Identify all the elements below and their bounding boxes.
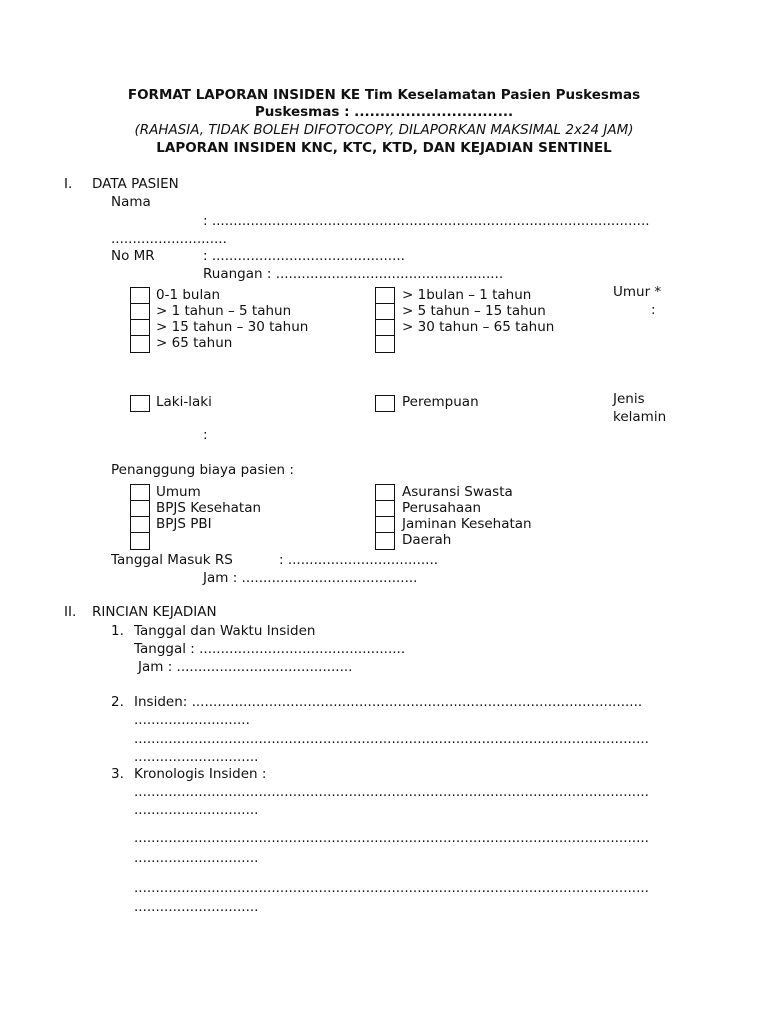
item-2-number: 2.	[111, 694, 124, 710]
kronologis-field[interactable]: .............................	[134, 899, 259, 915]
gender-checkbox-female[interactable]	[375, 395, 395, 412]
gender-checkbox-male[interactable]	[130, 395, 150, 412]
age-option: > 15 tahun – 30 tahun	[156, 319, 309, 335]
jenis-kelamin-label-continued: kelamin	[613, 409, 667, 425]
insiden-field-continued[interactable]: .............................	[134, 749, 259, 765]
nomr-field[interactable]: : .............................................	[203, 248, 405, 264]
age-checkbox[interactable]	[131, 288, 149, 304]
umur-colon: :	[651, 302, 656, 318]
biaya-option: Umum	[156, 484, 201, 500]
biaya-checkbox[interactable]	[131, 517, 149, 533]
nama-field[interactable]: : ......................................................................................................	[203, 213, 650, 229]
age-option: > 5 tahun – 15 tahun	[402, 303, 546, 319]
section-1-heading: DATA PASIEN	[92, 176, 179, 192]
insiden-field-continued[interactable]: ...........................	[134, 712, 250, 728]
biaya-option: Perusahaan	[402, 500, 482, 516]
nomr-label: No MR	[111, 248, 155, 264]
nama-label: Nama	[111, 194, 151, 210]
gender-option-male: Laki-laki	[156, 394, 212, 410]
biaya-checkbox[interactable]	[131, 501, 149, 517]
confidential-note: (RAHASIA, TIDAK BOLEH DIFOTOCOPY, DILAPORKAN MAKSIMAL 2x24 JAM)	[134, 122, 634, 138]
insiden-field[interactable]: Insiden: .........................................................................................................	[134, 694, 643, 710]
jenis-kelamin-colon: :	[203, 427, 208, 443]
biaya-checkbox[interactable]	[131, 533, 149, 549]
kronologis-field[interactable]: ........................................................................................................................	[134, 784, 649, 800]
item-1-number: 1.	[111, 623, 124, 639]
nama-field-continued[interactable]: ...........................	[111, 231, 227, 247]
kronologis-field[interactable]: .............................	[134, 850, 259, 866]
age-option: 0-1 bulan	[156, 287, 221, 303]
gender-option-female: Perempuan	[402, 394, 479, 410]
kronologis-field[interactable]: ........................................................................................................................	[134, 880, 649, 896]
section-1-number: I.	[64, 176, 73, 192]
item-1-label: Tanggal dan Waktu Insiden	[134, 623, 316, 639]
biaya-checkbox-group-right	[375, 484, 395, 550]
biaya-checkbox[interactable]	[376, 517, 394, 533]
insiden-field-continued[interactable]: ........................................................................................................................	[134, 731, 649, 747]
section-2-number: II.	[64, 604, 77, 620]
kronologis-field[interactable]: ........................................................................................................................	[134, 830, 649, 846]
biaya-label: Penanggung biaya pasien :	[111, 462, 294, 478]
puskesmas-field[interactable]: Puskesmas : ...............................	[254, 104, 514, 120]
section-2-heading: RINCIAN KEJADIAN	[92, 604, 217, 620]
jenis-kelamin-label: Jenis	[613, 391, 645, 407]
biaya-option: BPJS Kesehatan	[156, 500, 262, 516]
age-option: > 1bulan – 1 tahun	[402, 287, 532, 303]
kronologis-field[interactable]: .............................	[134, 802, 259, 818]
age-option: > 65 tahun	[156, 335, 233, 351]
biaya-option-continued: Daerah	[402, 532, 452, 548]
age-checkbox[interactable]	[131, 320, 149, 336]
biaya-checkbox[interactable]	[131, 485, 149, 501]
insiden-jam-field[interactable]: Jam : .........................................	[138, 659, 353, 675]
biaya-checkbox[interactable]	[376, 533, 394, 549]
age-checkbox[interactable]	[376, 320, 394, 336]
tanggal-masuk-label: Tanggal Masuk RS	[111, 552, 233, 568]
age-checkbox[interactable]	[376, 288, 394, 304]
tanggal-masuk-field[interactable]: : ...................................	[279, 552, 439, 568]
age-option: > 1 tahun – 5 tahun	[156, 303, 292, 319]
age-checkbox[interactable]	[376, 304, 394, 320]
ruangan-field[interactable]: Ruangan : .....................................................	[203, 266, 504, 282]
age-checkbox[interactable]	[131, 304, 149, 320]
biaya-checkbox[interactable]	[376, 485, 394, 501]
age-option: > 30 tahun – 65 tahun	[402, 319, 555, 335]
biaya-option: Asuransi Swasta	[402, 484, 513, 500]
insiden-tanggal-field[interactable]: Tanggal : ................................................	[134, 641, 406, 657]
biaya-option: Jaminan Kesehatan	[402, 516, 532, 532]
item-3-number: 3.	[111, 766, 124, 782]
age-checkbox[interactable]	[376, 336, 394, 352]
item-3-label: Kronologis Insiden :	[134, 766, 267, 782]
jam-masuk-field[interactable]: Jam : .........................................	[203, 570, 418, 586]
age-checkbox[interactable]	[131, 336, 149, 352]
age-checkbox-group-right	[375, 287, 395, 353]
umur-label: Umur *	[613, 284, 662, 300]
age-checkbox-group-left	[130, 287, 150, 353]
document-subtitle: LAPORAN INSIDEN KNC, KTC, KTD, DAN KEJADIAN SENTINEL	[156, 140, 612, 156]
biaya-option: BPJS PBI	[156, 516, 212, 532]
biaya-checkbox[interactable]	[376, 501, 394, 517]
document-title: FORMAT LAPORAN INSIDEN KE Tim Keselamatan Pasien Puskesmas	[127, 87, 641, 103]
biaya-checkbox-group-left	[130, 484, 150, 550]
